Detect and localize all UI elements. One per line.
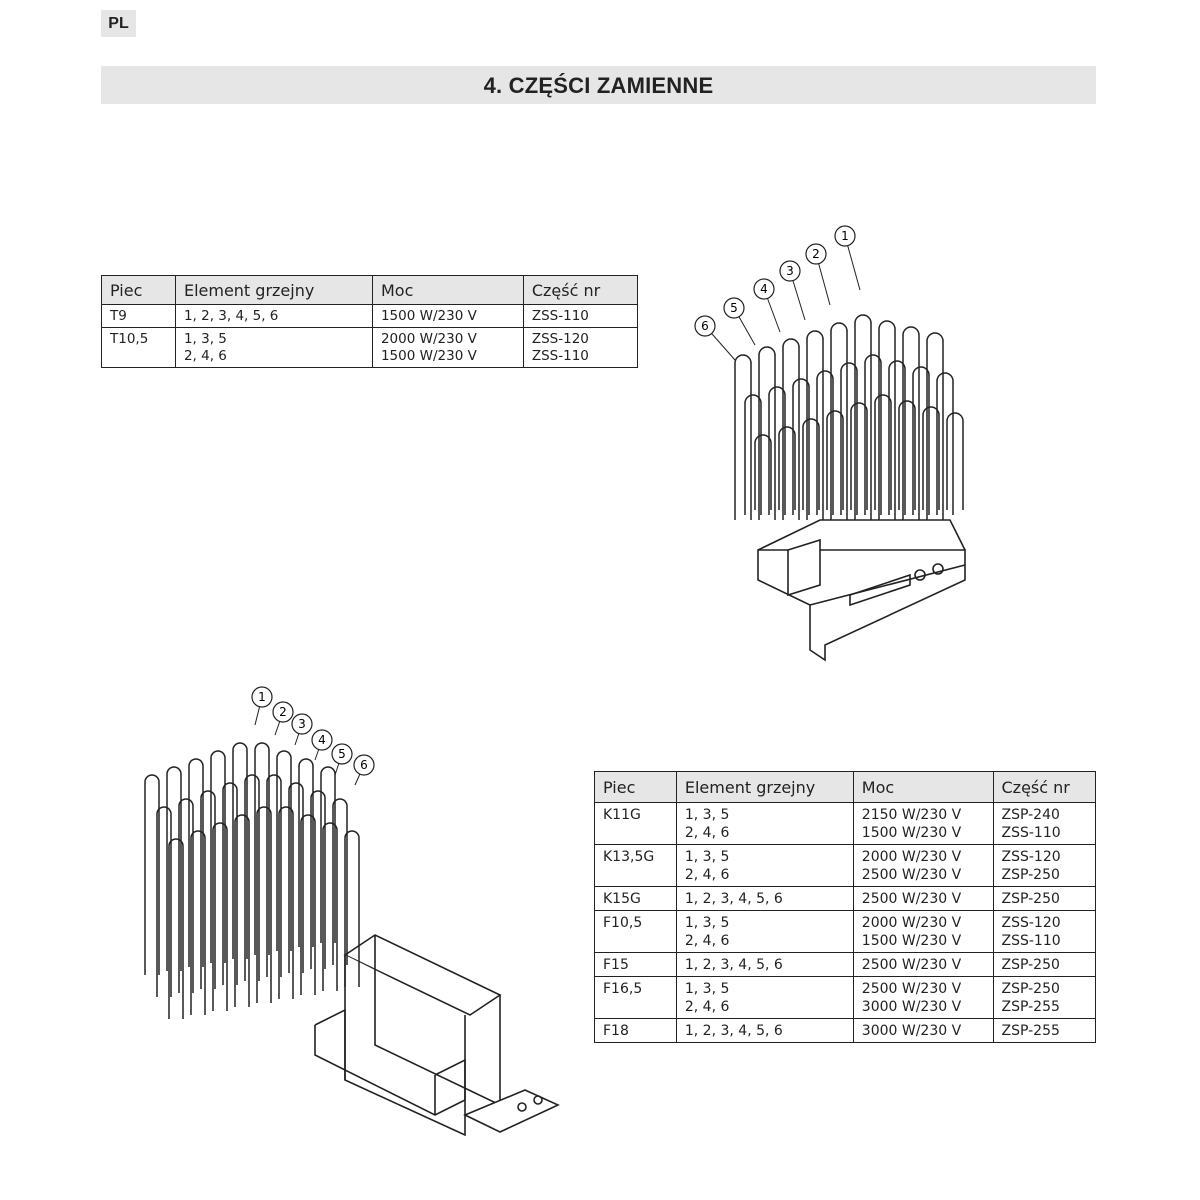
column-header-moc: Moc bbox=[853, 772, 993, 803]
heating-tube bbox=[947, 413, 963, 510]
cell-part-no: ZSS-120 ZSP-250 bbox=[993, 845, 1096, 887]
callout-number: 6 bbox=[701, 319, 709, 333]
cell-model: F18 bbox=[595, 1019, 677, 1043]
cell-model: F16,5 bbox=[595, 977, 677, 1019]
table-row bbox=[102, 328, 638, 368]
table-row bbox=[595, 1019, 1096, 1043]
cell-part-no: ZSP-250 ZSP-255 bbox=[993, 977, 1096, 1019]
heater-elements-diagram-top bbox=[680, 220, 980, 670]
cell-part-no: ZSP-255 bbox=[993, 1019, 1096, 1043]
cell-element: 1, 2, 3, 4, 5, 6 bbox=[676, 1019, 853, 1043]
cell-model: F10,5 bbox=[595, 911, 677, 953]
cell-part-no: ZSS-120 ZSS-110 bbox=[523, 328, 637, 368]
callout-number: 3 bbox=[298, 717, 306, 731]
cell-element: 1, 3, 5 2, 4, 6 bbox=[175, 328, 372, 368]
callout-number: 2 bbox=[279, 705, 287, 719]
callout-number: 2 bbox=[812, 247, 820, 261]
cell-power: 3000 W/230 V bbox=[853, 1019, 993, 1043]
cell-model: K13,5G bbox=[595, 845, 677, 887]
column-header-element: Element grzejny bbox=[676, 772, 853, 803]
cell-element: 1, 2, 3, 4, 5, 6 bbox=[676, 953, 853, 977]
column-header-part-no: Część nr bbox=[523, 276, 637, 305]
table-row bbox=[595, 803, 1096, 845]
table-row bbox=[595, 887, 1096, 911]
callout-number: 1 bbox=[258, 690, 266, 704]
cell-power: 1500 W/230 V bbox=[372, 305, 523, 328]
column-header-element: Element grzejny bbox=[175, 276, 372, 305]
table-row bbox=[102, 305, 638, 328]
column-header-piec: Piec bbox=[102, 276, 176, 305]
table-row bbox=[595, 845, 1096, 887]
callout-number: 4 bbox=[318, 733, 326, 747]
table-row bbox=[595, 911, 1096, 953]
cell-power: 2500 W/230 V bbox=[853, 887, 993, 911]
cell-power: 2000 W/230 V 1500 W/230 V bbox=[372, 328, 523, 368]
cell-power: 2000 W/230 V 1500 W/230 V bbox=[853, 911, 993, 953]
callout-number: 5 bbox=[730, 301, 738, 315]
parts-table-k-f-series bbox=[594, 771, 1096, 1043]
column-header-piec: Piec bbox=[595, 772, 677, 803]
cell-power: 2000 W/230 V 2500 W/230 V bbox=[853, 845, 993, 887]
cell-element: 1, 3, 5 2, 4, 6 bbox=[676, 803, 853, 845]
callout-number: 5 bbox=[338, 747, 346, 761]
column-header-part-no: Część nr bbox=[993, 772, 1096, 803]
cell-model: T9 bbox=[102, 305, 176, 328]
cell-power: 2500 W/230 V bbox=[853, 953, 993, 977]
cell-power: 2150 W/230 V 1500 W/230 V bbox=[853, 803, 993, 845]
cell-element: 1, 3, 5 2, 4, 6 bbox=[676, 977, 853, 1019]
cell-model: T10,5 bbox=[102, 328, 176, 368]
table-row bbox=[595, 977, 1096, 1019]
table-row bbox=[595, 953, 1096, 977]
cell-part-no: ZSP-250 bbox=[993, 887, 1096, 911]
section-title: 4. CZĘŚCI ZAMIENNE bbox=[101, 66, 1096, 104]
cell-model: K15G bbox=[595, 887, 677, 911]
cell-part-no: ZSP-250 bbox=[993, 953, 1096, 977]
callout-number: 1 bbox=[841, 229, 849, 243]
parts-table-t-series bbox=[101, 275, 638, 368]
callout-number: 6 bbox=[360, 758, 368, 772]
cell-model: K11G bbox=[595, 803, 677, 845]
cell-element: 1, 2, 3, 4, 5, 6 bbox=[175, 305, 372, 328]
cell-element: 1, 3, 5 2, 4, 6 bbox=[676, 845, 853, 887]
column-header-moc: Moc bbox=[372, 276, 523, 305]
cell-model: F15 bbox=[595, 953, 677, 977]
callout-number: 4 bbox=[760, 282, 768, 296]
heating-tube bbox=[735, 355, 751, 520]
language-tag: PL bbox=[101, 10, 136, 37]
cell-part-no: ZSP-240 ZSS-110 bbox=[993, 803, 1096, 845]
heater-elements-diagram-bottom bbox=[130, 680, 570, 1160]
table-header-row bbox=[595, 772, 1096, 803]
table-header-row bbox=[102, 276, 638, 305]
cell-power: 2500 W/230 V 3000 W/230 V bbox=[853, 977, 993, 1019]
cell-part-no: ZSS-110 bbox=[523, 305, 637, 328]
callout-number: 3 bbox=[786, 264, 794, 278]
cell-element: 1, 2, 3, 4, 5, 6 bbox=[676, 887, 853, 911]
cell-part-no: ZSS-120 ZSS-110 bbox=[993, 911, 1096, 953]
cell-element: 1, 3, 5 2, 4, 6 bbox=[676, 911, 853, 953]
